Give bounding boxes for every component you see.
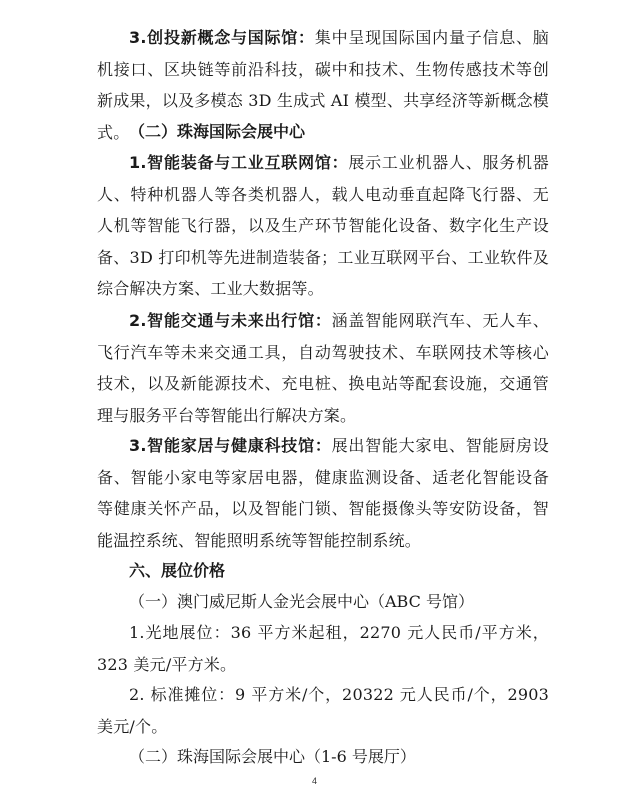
paragraph-smart-home-hall: [97, 430, 549, 556]
paragraph-lead: 3.创投新概念与国际馆：: [129, 28, 315, 47]
section-heading-zhuhai: （二）珠海国际会展中心: [129, 122, 306, 141]
paragraph-text: 展示工业机器人、服务机器人、特种机器人等各类机器人，载人电动垂直起降飞行器、无人机等智能飞行器，以及生产环节智能化设备、数字化生产设备、3D 打印机等先进制造装备；工业互联网平台、工业软件及综合解决方案、工业大数据等。: [97, 153, 549, 298]
paragraph-lead: 1.智能装备与工业互联网馆：: [129, 153, 349, 172]
paragraph-lead: 3.智能家居与健康科技馆：: [129, 436, 332, 455]
paragraph-standard-booth-price: [97, 679, 549, 742]
paragraph-text: 2. 标准摊位：9 平方米/个，20322 元人民币/个，2903 美元/个。: [97, 685, 549, 736]
paragraph-lead: 2.智能交通与未来出行馆：: [129, 311, 332, 330]
paragraph-text: 涵盖智能网联汽车、无人车、飞行汽车等未来交通工具，自动驾驶技术、车联网技术等核心技术，以及新能源技术、充电桩、换电站等配套设施，交通管理与服务平台等智能出行解决方案。: [97, 311, 549, 425]
paragraph-raw-space-price: [97, 617, 549, 680]
page-number: 4: [311, 776, 317, 786]
paragraph-text: 集中呈现国际国内量子信息、脑机接口、区块链等前沿科技，碳中和技术、生物传感技术等创新成果，以及多模态 3D 生成式 AI 模型、共享经济等新概念模式。: [97, 28, 549, 142]
paragraph-text: 1.光地展位：36 平方米起租，2270 元人民币/平方米，323 美元/平方米。: [97, 623, 549, 674]
paragraph-smart-equipment-hall: [97, 147, 549, 305]
paragraph-smart-transport-hall: [97, 305, 549, 431]
subheading-zhuhai-venue: （二）珠海国际会展中心（1-6 号展厅）: [129, 747, 416, 766]
paragraph-text: 展出智能大家电、智能厨房设备、智能小家电等家居电器，健康监测设备、适老化智能设备等健康关怀产品，以及智能门锁、智能摄像头等安防设备，智能温控系统、智能照明系统等智能控制系统。: [97, 436, 549, 550]
subheading-macau-venue: （一）澳门威尼斯人金光会展中心（ABC 号馆）: [129, 592, 474, 611]
section-heading-booth-price: 六、展位价格: [129, 561, 226, 580]
